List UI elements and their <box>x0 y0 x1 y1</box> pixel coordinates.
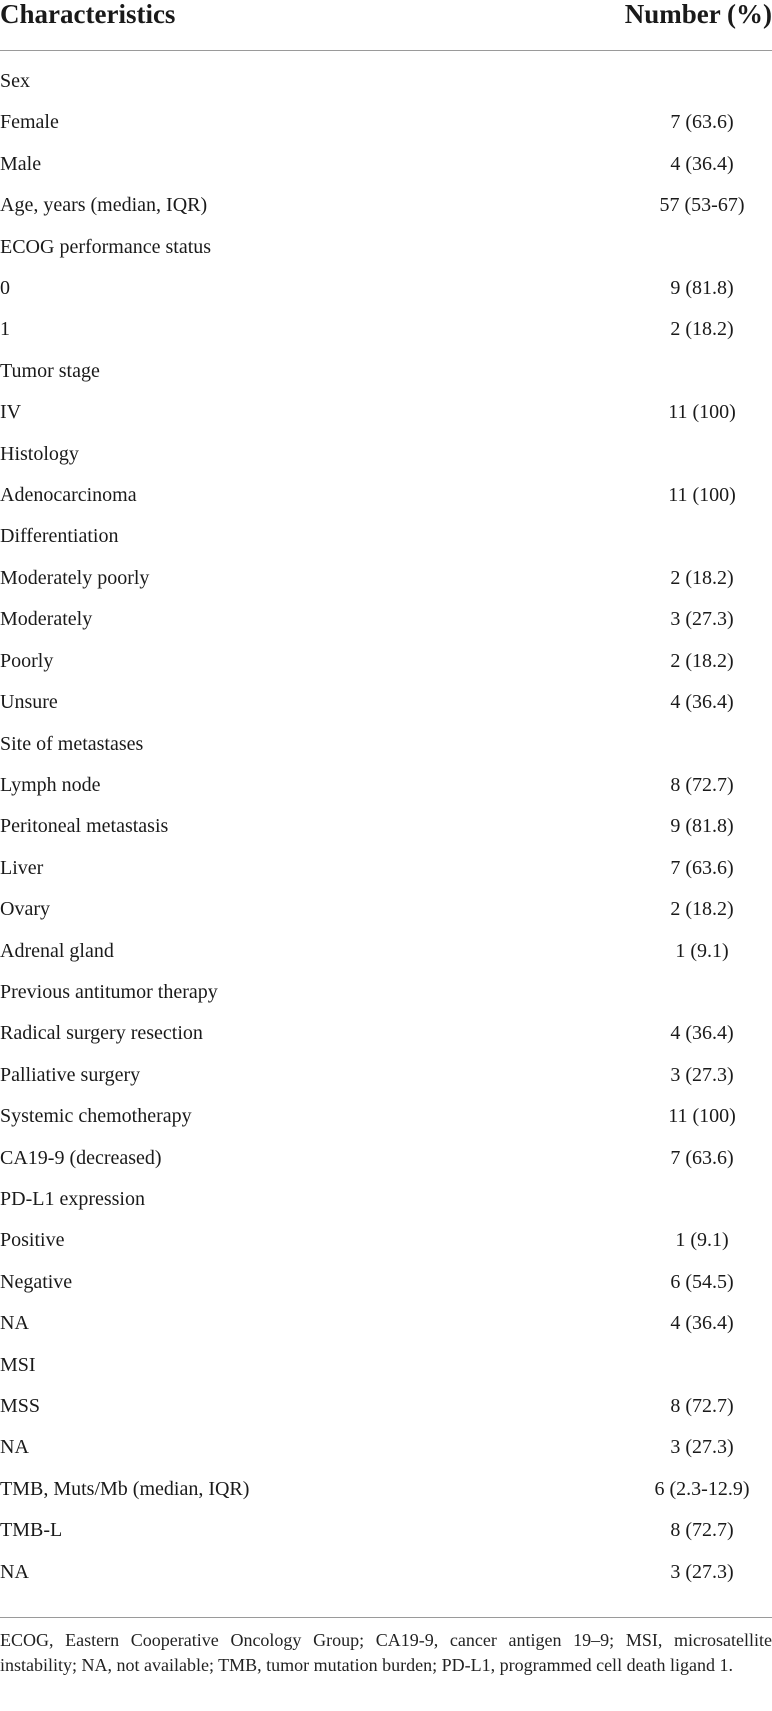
row-value: 11 (100) <box>668 401 736 424</box>
row-label: Age, years (median, IQR) <box>0 194 208 217</box>
table-row <box>0 268 772 309</box>
row-label: PD-L1 expression <box>0 1187 145 1210</box>
row-value-cell <box>485 806 772 847</box>
row-value: 7 (63.6) <box>670 111 734 134</box>
row-label: Unsure <box>0 691 58 714</box>
row-label: Moderately poorly <box>0 566 150 589</box>
row-value-cell <box>485 102 772 143</box>
row-value-cell <box>485 889 772 930</box>
row-value-cell <box>485 516 772 557</box>
row-value-cell <box>485 185 772 226</box>
row-label: Ovary <box>0 898 50 921</box>
row-value: 8 (72.7) <box>670 1519 734 1542</box>
table-row <box>0 1096 772 1137</box>
table-row <box>0 1469 772 1510</box>
table-row <box>0 144 772 185</box>
row-value: 7 (63.6) <box>670 1146 734 1169</box>
table-row <box>0 641 772 682</box>
row-value-cell <box>485 268 772 309</box>
row-label: Adrenal gland <box>0 939 114 962</box>
table-row <box>0 309 772 350</box>
row-label: MSI <box>0 1353 36 1376</box>
table-footnote: ECOG, Eastern Cooperative Oncology Group; CA19-9, cancer antigen 19–9; MSI, microsatellite instability; NA, not available; TMB, tumor mutation burden; PD-L1, programmed cell death ligand 1. <box>0 1630 772 1675</box>
row-value-cell <box>485 1345 772 1386</box>
table-row <box>0 61 772 102</box>
row-value-cell <box>485 392 772 433</box>
row-label: Moderately <box>0 608 93 631</box>
table-row <box>0 682 772 723</box>
table-row <box>0 972 772 1013</box>
row-label: Peritoneal metastasis <box>0 815 169 838</box>
row-value-cell <box>485 1096 772 1137</box>
row-value-cell <box>485 227 772 268</box>
table-row <box>0 806 772 847</box>
row-label: Palliative surgery <box>0 1063 141 1086</box>
row-value-cell <box>485 1386 772 1427</box>
row-label: Sex <box>0 70 30 92</box>
row-value: 11 (100) <box>668 484 736 507</box>
row-label: NA <box>0 1560 29 1583</box>
header-number-percent: Number (%) <box>485 0 772 51</box>
row-value: 11 (100) <box>668 1105 736 1128</box>
table-row <box>0 102 772 143</box>
table-row <box>0 227 772 268</box>
row-value-cell <box>485 1055 772 1096</box>
row-value-cell <box>485 682 772 723</box>
table-row <box>0 1013 772 1054</box>
row-label: Previous antitumor therapy <box>0 980 218 1003</box>
row-value: 2 (18.2) <box>670 566 734 589</box>
row-label: Lymph node <box>0 773 101 796</box>
row-value-cell <box>485 351 772 392</box>
row-label: Adenocarcinoma <box>0 484 137 507</box>
row-value-cell <box>485 641 772 682</box>
table-row <box>0 848 772 889</box>
row-value-cell <box>485 1427 772 1468</box>
row-value: 6 (2.3-12.9) <box>654 1477 750 1500</box>
row-value-cell <box>485 1469 772 1510</box>
row-value: 6 (54.5) <box>670 1270 734 1293</box>
table-row <box>0 1345 772 1386</box>
row-label: TMB-L <box>0 1519 63 1542</box>
row-value: 4 (36.4) <box>670 152 734 175</box>
row-label: ECOG performance status <box>0 235 212 258</box>
row-value-cell <box>485 475 772 516</box>
row-value-cell <box>485 931 772 972</box>
row-value-cell <box>485 1220 772 1261</box>
table-row <box>0 1386 772 1427</box>
row-label: CA19-9 (decreased) <box>0 1146 162 1169</box>
table-row <box>0 1427 772 1468</box>
row-value: 4 (36.4) <box>670 1022 734 1045</box>
table-row <box>0 1262 772 1303</box>
row-value-cell <box>485 599 772 640</box>
row-value-cell <box>485 144 772 185</box>
table-row <box>0 434 772 475</box>
row-value: 3 (27.3) <box>670 1560 734 1583</box>
row-value: 9 (81.8) <box>670 277 734 300</box>
table-row <box>0 1303 772 1344</box>
row-label: Poorly <box>0 649 54 672</box>
row-label: Systemic chemotherapy <box>0 1105 192 1128</box>
row-label: Tumor stage <box>0 359 100 382</box>
table-row <box>0 185 772 226</box>
row-value: 4 (36.4) <box>670 1312 734 1335</box>
row-value: 3 (27.3) <box>670 1063 734 1086</box>
row-label: Negative <box>0 1270 73 1293</box>
row-value: 9 (81.8) <box>670 815 734 838</box>
table-row <box>0 724 772 765</box>
row-value: 2 (18.2) <box>670 898 734 921</box>
row-value-cell <box>485 972 772 1013</box>
row-value-cell <box>485 1179 772 1220</box>
row-value: 3 (27.3) <box>670 608 734 631</box>
row-value-cell <box>485 765 772 806</box>
row-value-cell <box>485 1262 772 1303</box>
row-label: Liver <box>0 856 44 879</box>
row-label: NA <box>0 1312 29 1335</box>
row-value: 7 (63.6) <box>670 856 734 879</box>
row-value-cell <box>485 434 772 475</box>
row-label: IV <box>0 401 22 424</box>
table-row <box>0 1138 772 1179</box>
table-row <box>0 392 772 433</box>
table-body <box>0 51 772 1594</box>
row-value-cell <box>485 1552 772 1593</box>
table-row <box>0 351 772 392</box>
table-row <box>0 558 772 599</box>
row-value-cell <box>485 1138 772 1179</box>
row-label: NA <box>0 1436 29 1459</box>
header-characteristics: Characteristics <box>0 0 485 51</box>
row-value-cell <box>485 724 772 765</box>
row-value: 4 (36.4) <box>670 691 734 714</box>
table-row <box>0 475 772 516</box>
footnote-divider <box>0 1617 772 1618</box>
row-value-cell <box>485 1013 772 1054</box>
row-label: Positive <box>0 1229 65 1252</box>
row-label: 1 <box>0 318 10 341</box>
table-row <box>0 516 772 557</box>
header-spacer <box>0 51 772 62</box>
row-value: 8 (72.7) <box>670 1395 734 1417</box>
row-value: 2 (18.2) <box>670 318 734 341</box>
row-value: 3 (27.3) <box>670 1436 734 1459</box>
row-value: 1 (9.1) <box>675 1229 729 1252</box>
table-row <box>0 931 772 972</box>
table-row <box>0 1220 772 1261</box>
row-value-cell <box>485 309 772 350</box>
row-value-cell <box>485 1510 772 1551</box>
table-row <box>0 765 772 806</box>
row-label: Radical surgery resection <box>0 1022 203 1045</box>
row-label: MSS <box>0 1395 41 1417</box>
row-value: 2 (18.2) <box>670 649 734 672</box>
row-value: 8 (72.7) <box>670 773 734 796</box>
row-value: 1 (9.1) <box>675 939 729 962</box>
row-label: Female <box>0 111 59 134</box>
row-label: Histology <box>0 442 79 465</box>
table-row <box>0 1055 772 1096</box>
row-label: Male <box>0 152 42 175</box>
table-row <box>0 1510 772 1551</box>
table-row <box>0 1552 772 1593</box>
row-value: 57 (53-67) <box>659 194 745 217</box>
row-label: Site of metastases <box>0 732 144 755</box>
row-value-cell <box>485 1303 772 1344</box>
row-label: 0 <box>0 277 10 300</box>
row-value-cell <box>485 61 772 102</box>
table-header-row <box>0 0 772 51</box>
table-row <box>0 1179 772 1220</box>
row-value-cell <box>485 848 772 889</box>
table-row <box>0 599 772 640</box>
table-row <box>0 889 772 930</box>
row-label: TMB, Muts/Mb (median, IQR) <box>0 1477 250 1500</box>
row-label: Differentiation <box>0 525 119 548</box>
row-value-cell <box>485 558 772 599</box>
